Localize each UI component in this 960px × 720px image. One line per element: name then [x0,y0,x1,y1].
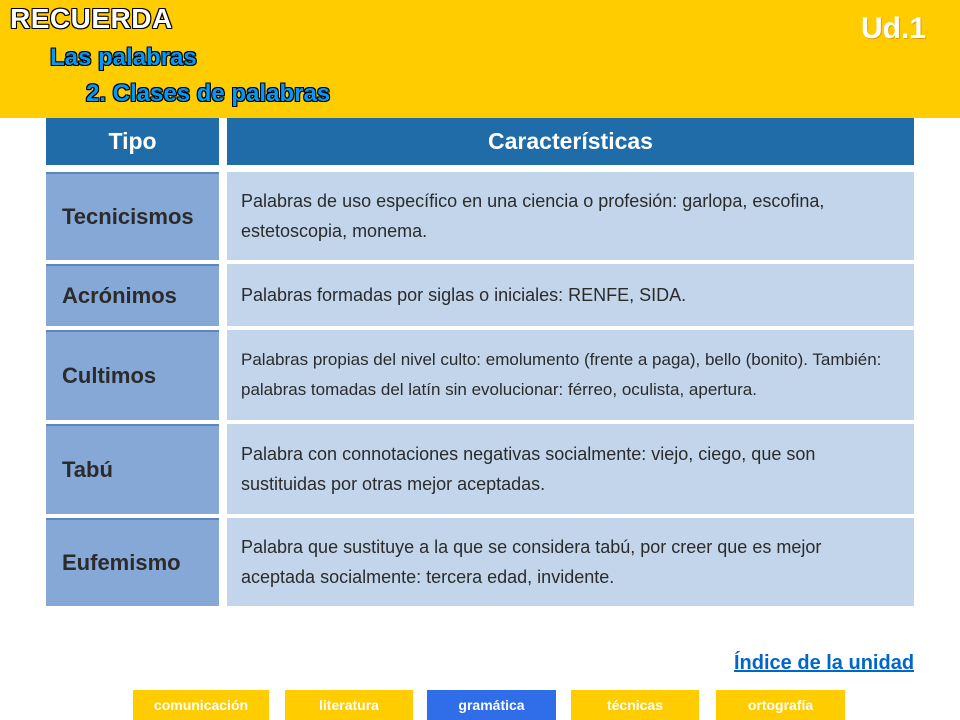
cell-desc-text: Palabras de uso específico en una ciencia o profesión: garlopa, escofina, estetoscopia, monema. [241,191,825,241]
cell-desc [227,424,914,514]
cell-desc-text: Palabra con connotaciones negativas socialmente: viejo, ciego, que son sustituidas por otras mejor aceptadas. [241,444,816,494]
cell-tipo: Acrónimos [46,264,219,326]
nav-ortografia[interactable]: ortografía [716,690,845,720]
page-title: RECUERDA [10,3,173,34]
cell-desc [227,330,914,420]
table-row [46,518,914,606]
unit-index-link[interactable]: Índice de la unidad [734,652,915,674]
cell-tipo: Tecnicismos [46,172,219,260]
table-row [46,264,914,326]
nav-comunicacion[interactable]: comunicación [133,690,269,720]
nav-literatura[interactable]: literatura [285,690,413,720]
cell-desc [227,518,914,606]
cell-tipo: Eufemismo [46,518,219,606]
word-types-table [46,118,914,606]
cell-desc [227,264,914,326]
table-row [46,330,914,420]
cell-desc-text: Palabras formadas por siglas o iniciales: RENFE, SIDA. [241,285,687,305]
cell-desc-text: Palabra que sustituye a la que se considera tabú, por creer que es mejor aceptada socialmente: tercera edad, invidente. [241,537,822,587]
header-bar [0,0,960,118]
unit-label: Ud.1 [861,12,927,45]
table-header-row [46,118,914,165]
cell-desc [227,172,914,260]
section-title: 2. Clases de palabras [86,80,331,107]
header-caracteristicas: Características [227,118,914,165]
table-row [46,424,914,514]
page-subtitle: Las palabras [50,44,197,71]
nav-tecnicas[interactable]: técnicas [571,690,699,720]
cell-tipo: Tabú [46,424,219,514]
header-tipo: Tipo [46,118,219,165]
table-row [46,172,914,260]
nav-gramatica[interactable]: gramática [427,690,556,720]
cell-desc-text: Palabras propias del nivel culto: emolumento (frente a paga), bello (bonito). También: palabras tomadas del latín sin evolucionar: férreo, oculista, apertura. [241,350,882,399]
cell-tipo: Cultimos [46,330,219,420]
